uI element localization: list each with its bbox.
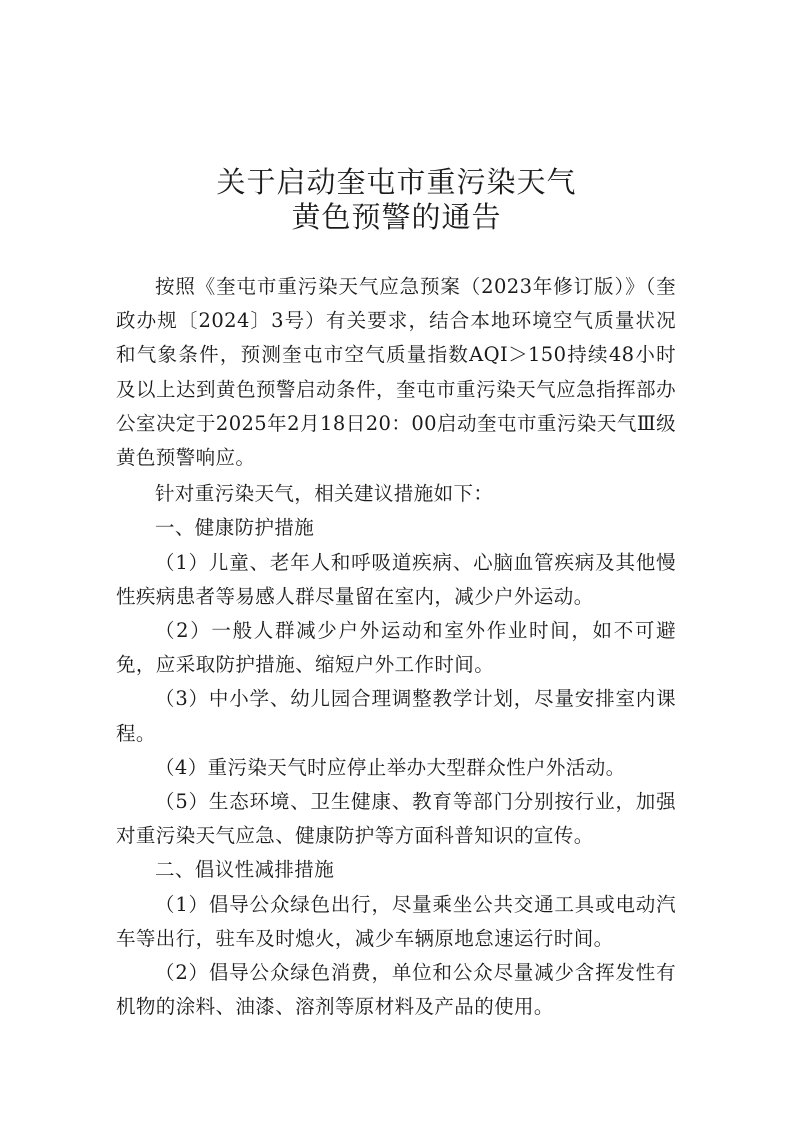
- health-measure-4: （4）重污染天气时应停止举办大型群众性户外活动。: [155, 755, 626, 779]
- health-measure-1: （1）儿童、老年人和呼吸道疾病、心脑血管疾病及其他慢性疾病患者等易感人群尽量留在室内，减少户外运动。: [116, 550, 676, 608]
- health-measure-3: （3）中小学、幼儿园合理调整教学计划，尽量安排室内课程。: [116, 687, 676, 745]
- measures-lead-paragraph: 针对重污染天气，相关建议措施如下：: [155, 482, 494, 506]
- health-measure-5: （5）生态环境、卫生健康、教育等部门分别按行业，加强对重污染天气应急、健康防护等方面科普知识的宣传。: [116, 790, 676, 848]
- intro-paragraph: 按照《奎屯市重污染天气应急预案（2023年修订版）》（奎政办规〔2024〕3号）有关要求，结合本地环境空气质量状况和气象条件，预测奎屯市空气质量指数AQI＞150持续48小时及以上达到黄色预警启动条件，奎屯市重污染天气应急指挥部办公室决定于2025年2月18日20：00启动奎屯市重污染天气Ⅲ级黄色预警响应。: [116, 275, 676, 470]
- emission-measure-2: （2）倡导公众绿色消费，单位和公众尽量减少含挥发性有机物的涂料、油漆、溶剂等原材料及产品的使用。: [116, 961, 676, 1019]
- health-measure-2: （2）一般人群减少户外运动和室外作业时间，如不可避免，应采取防护措施、缩短户外工作时间。: [116, 619, 676, 677]
- notice-body: [116, 270, 676, 1024]
- notice-title-line-1: 关于启动奎屯市重污染天气: [216, 165, 577, 199]
- section-heading-health: 一、健康防护措施: [155, 516, 315, 540]
- emission-measure-1: （1）倡导公众绿色出行，尽量乘坐公共交通工具或电动汽车等出行，驻车及时熄火，减少车辆原地怠速运行时间。: [116, 892, 676, 950]
- notice-title-line-2: 黄色预警的通告: [291, 200, 502, 234]
- section-heading-emission: 二、倡议性减排措施: [155, 858, 335, 882]
